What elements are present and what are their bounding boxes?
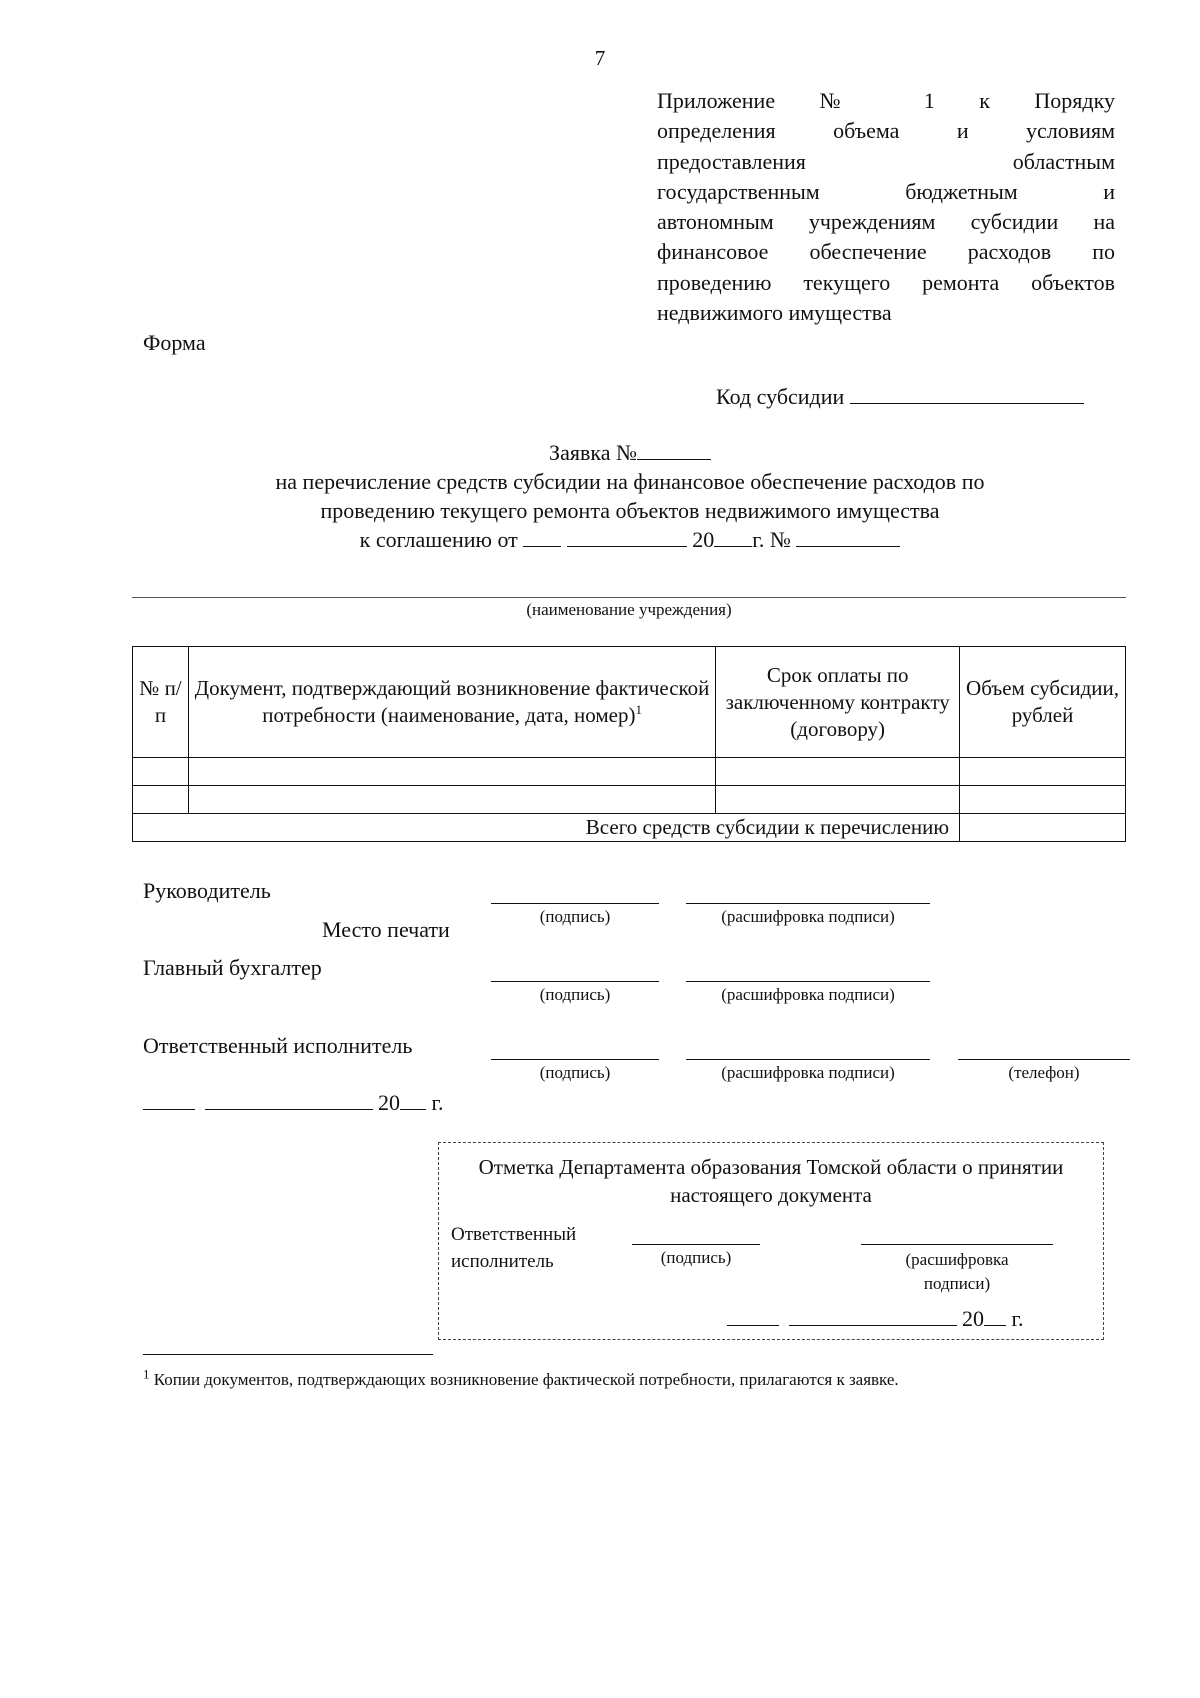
department-signature-field[interactable] xyxy=(632,1244,760,1245)
header-document: Документ, подтверждающий возникновение фактической потребности (наименование, дата, номер)$^1$ xyxy=(188,647,715,758)
appendix-line: финансовое обеспечение расходов по xyxy=(657,239,1115,265)
subsidy-code-field[interactable] xyxy=(850,383,1084,404)
header-num: № п/п xyxy=(133,647,189,758)
department-date-day-field[interactable] xyxy=(727,1305,779,1326)
appendix-line: проведению текущего ремонта объектов xyxy=(657,269,1115,295)
head-signature-field[interactable] xyxy=(491,903,659,904)
cell-document[interactable] xyxy=(188,786,715,814)
accountant-decode-caption: (расшифровка подписи) xyxy=(721,985,895,1004)
request-title-label: Заявка № xyxy=(549,440,637,465)
executor-label: Ответственный исполнитель xyxy=(143,1033,413,1058)
footnote-ref: 1 xyxy=(635,702,642,717)
cell-amount[interactable] xyxy=(960,758,1126,786)
head-label: Руководитель xyxy=(143,878,271,903)
executor-phone-caption: (телефон) xyxy=(1008,1063,1080,1082)
institution-caption: (наименование учреждения) xyxy=(526,600,732,619)
appendix-line: автономным учреждениям субсидии на xyxy=(657,209,1115,235)
form-label: Форма xyxy=(143,330,206,355)
executor-decode-caption: (расшифровка подписи) xyxy=(721,1063,895,1082)
request-number-field[interactable] xyxy=(637,439,711,460)
cell-term[interactable] xyxy=(716,758,960,786)
head-signature-caption: (подпись) xyxy=(539,907,611,926)
sign-date-day-field[interactable] xyxy=(143,1089,195,1110)
department-executor-label: Ответственный исполнитель xyxy=(451,1224,577,1272)
accountant-signature-field[interactable] xyxy=(491,981,659,982)
footnote-text: Копии документов, подтверждающих возникновение фактической потребности, прилагаются к заявке. xyxy=(153,1370,899,1389)
agreement-prefix: к соглашению от xyxy=(359,527,518,552)
department-date xyxy=(727,1305,1024,1332)
department-date-month-field[interactable] xyxy=(789,1305,957,1326)
request-subtitle-1: на перечисление средств субсидии на финансовое обеспечение расходов по xyxy=(275,469,985,494)
footnote xyxy=(143,1366,899,1390)
table-total-row xyxy=(133,814,1126,842)
request-title xyxy=(0,438,1200,554)
appendix-header xyxy=(657,86,1115,328)
header-amount: Объем субсидии, рублей xyxy=(960,647,1126,758)
department-mark-title: Отметка Департамента образования Томской области о принятии настоящего документа xyxy=(478,1155,1064,1207)
department-decode-field[interactable] xyxy=(861,1244,1053,1245)
table-row xyxy=(133,758,1126,786)
footnote-separator xyxy=(143,1354,433,1355)
department-date-year-field[interactable] xyxy=(984,1305,1006,1326)
documents-table xyxy=(132,646,1126,842)
header-term: Срок оплаты по заключенному контракту (договору) xyxy=(716,647,960,758)
page-number: 7 xyxy=(594,46,606,70)
table-header-row xyxy=(133,647,1126,758)
appendix-line: Приложение № 1 к Порядку xyxy=(657,88,1115,113)
department-date-year-prefix: 20 xyxy=(962,1306,984,1331)
agreement-year-prefix: 20 xyxy=(692,527,715,552)
sign-date-suffix: г. xyxy=(431,1090,444,1115)
cell-amount[interactable] xyxy=(960,786,1126,814)
sign-date xyxy=(143,1089,444,1116)
subsidy-code-label: Код субсидии xyxy=(716,384,845,409)
head-decode-field[interactable] xyxy=(686,903,930,904)
stamp-place-label: Место печати xyxy=(322,917,450,942)
appendix-line: определения объема и условиям xyxy=(657,118,1115,144)
sign-date-month-field[interactable] xyxy=(205,1089,373,1110)
sign-date-year-field[interactable] xyxy=(400,1089,426,1110)
executor-phone-field[interactable] xyxy=(958,1059,1130,1060)
appendix-line: недвижимого имущества xyxy=(657,300,892,326)
executor-decode-field[interactable] xyxy=(686,1059,930,1060)
head-decode-caption: (расшифровка подписи) xyxy=(721,907,895,926)
table-row xyxy=(133,786,1126,814)
cell-document[interactable] xyxy=(188,758,715,786)
agreement-year-field[interactable] xyxy=(714,526,752,547)
cell-num[interactable] xyxy=(133,786,189,814)
cell-num[interactable] xyxy=(133,758,189,786)
appendix-line: государственным бюджетным и xyxy=(657,178,1115,204)
sign-date-year-prefix: 20 xyxy=(378,1090,400,1115)
agreement-day-field[interactable] xyxy=(523,526,561,547)
request-subtitle-2: проведению текущего ремонта объектов недвижимого имущества xyxy=(320,498,940,523)
executor-signature-caption: (подпись) xyxy=(539,1063,611,1082)
accountant-signature-caption: (подпись) xyxy=(539,985,611,1004)
executor-signature-field[interactable] xyxy=(491,1059,659,1060)
accountant-decode-field[interactable] xyxy=(686,981,930,982)
institution-name-field[interactable] xyxy=(132,597,1126,598)
appendix-line: предоставления областным xyxy=(657,148,1115,174)
accountant-label: Главный бухгалтер xyxy=(143,955,322,980)
cell-term[interactable] xyxy=(716,786,960,814)
department-date-suffix: г. xyxy=(1011,1306,1024,1331)
agreement-month-field[interactable] xyxy=(567,526,687,547)
total-label: Всего средств субсидии к перечислению xyxy=(133,814,960,842)
footnote-mark: 1 xyxy=(143,1366,150,1382)
agreement-suffix: г. № xyxy=(752,527,791,552)
department-signature-caption: (подпись) xyxy=(660,1248,732,1267)
department-mark-box xyxy=(438,1142,1104,1340)
subsidy-code xyxy=(716,383,1084,410)
agreement-number-field[interactable] xyxy=(796,526,900,547)
department-decode-caption: (расшифровка подписи) xyxy=(905,1250,1009,1293)
total-amount-cell[interactable] xyxy=(960,814,1126,842)
